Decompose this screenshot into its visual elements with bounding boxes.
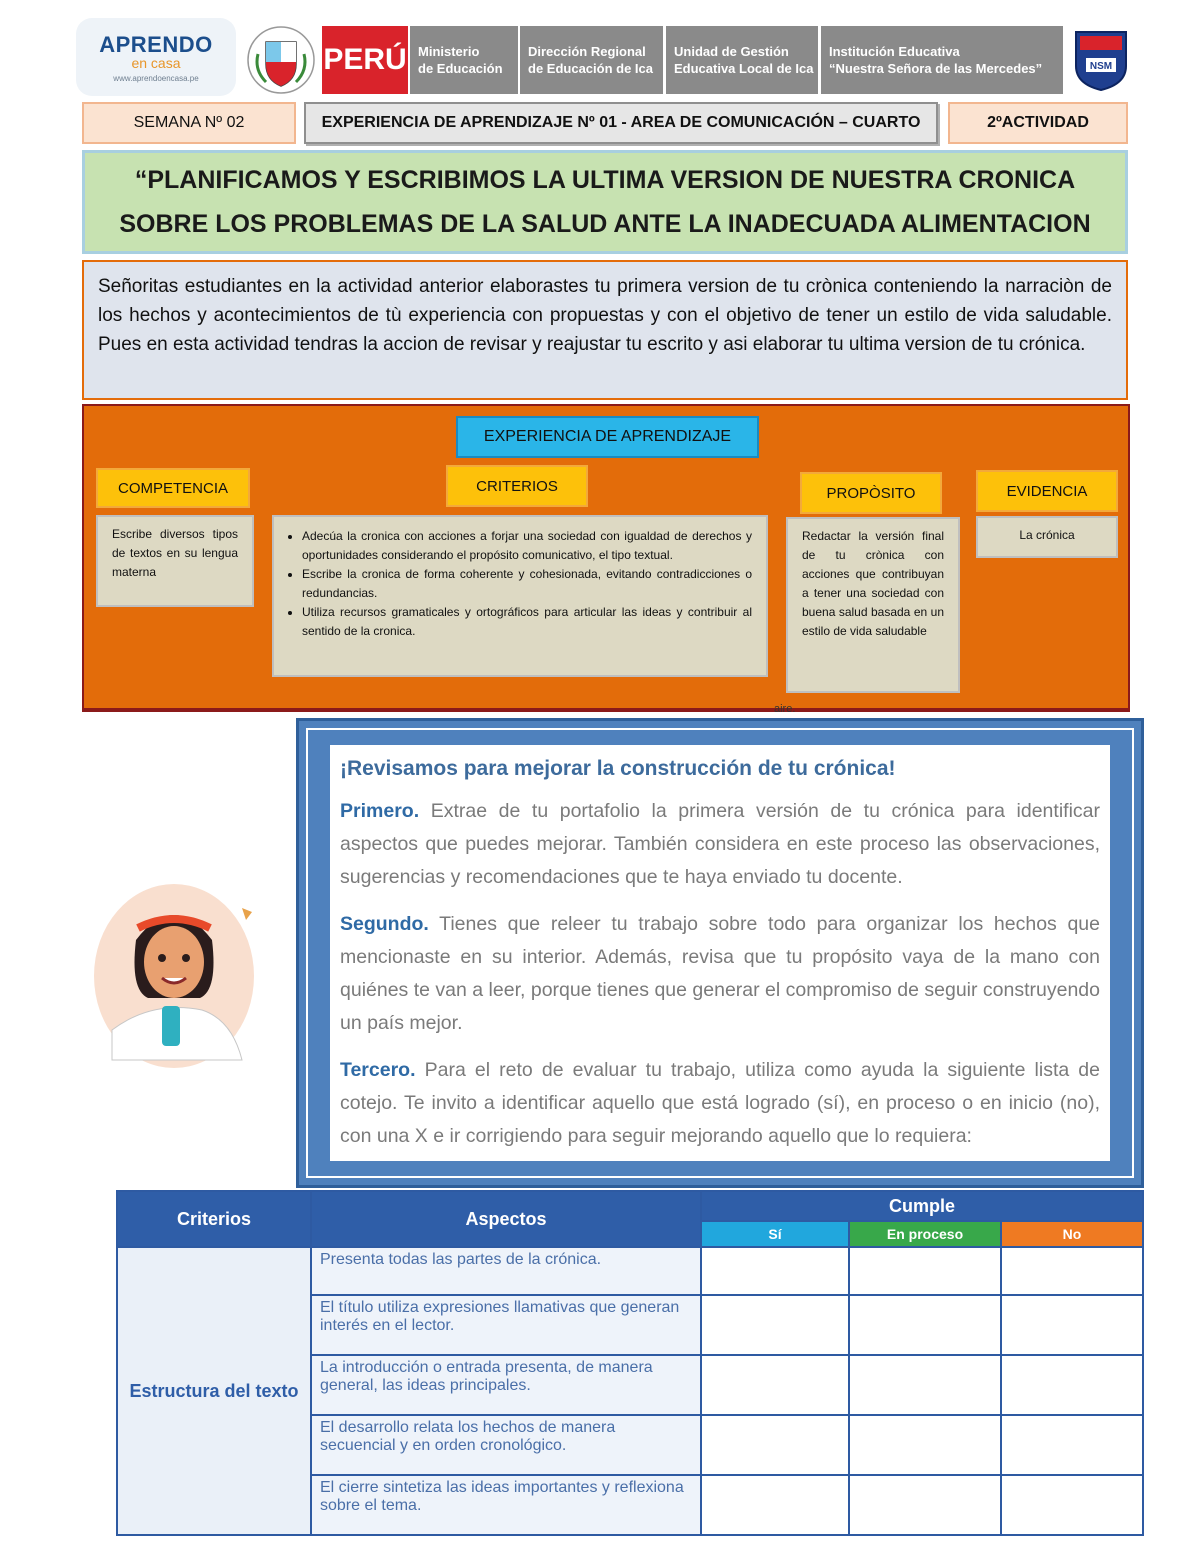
header-si: Sí: [701, 1221, 849, 1247]
experience-tag: EXPERIENCIA DE APRENDIZAJE Nº 01 - AREA DE COMUNICACIÓN – CUARTO: [304, 102, 938, 144]
step-text: Tienes que releer tu trabajo sobre todo para organizar los hechos que mencionaste en su interior. Además, revisa que tu propósito vaya de la mano con quiénes te van a leer, porque tienes que generar el compromiso de seguir construyendo un país mejor.: [340, 913, 1100, 1034]
title-line-1: “PLANIFICAMOS Y ESCRIBIMOS LA ULTIMA VERSION DE NUESTRA CRONICA: [134, 166, 1076, 194]
evidencia-text: La crónica: [976, 516, 1118, 558]
institution-line: Ministerio: [418, 44, 480, 59]
check-cell-en-proceso[interactable]: [849, 1355, 1001, 1415]
criterion-cell: Estructura del texto: [117, 1247, 311, 1535]
institution-line: Educativa Local de Ica: [674, 61, 814, 76]
check-cell-en-proceso[interactable]: [849, 1415, 1001, 1475]
step-text: Extrae de tu portafolio la primera versión de tu crónica para identificar aspectos que puedes mejorar. También considera en este proceso las observaciones, sugerencias y recomendaciones que te haya enviado tu docente.: [340, 800, 1100, 888]
institution-line: Dirección Regional: [528, 44, 646, 59]
institution-direccion-regional: [520, 26, 663, 94]
step-label: Tercero.: [340, 1059, 416, 1081]
aprendo-logo-url: www.aprendoencasa.pe: [113, 73, 199, 83]
header-aspectos: Aspectos: [311, 1191, 701, 1247]
aprendo-logo-subtitle: en casa: [131, 54, 181, 71]
check-cell-si[interactable]: [701, 1415, 849, 1475]
institution-ministerio: [410, 26, 518, 94]
criterio-item: • Adecúa la cronica con acciones a forjar una sociedad con igualdad de derechos y oportunidades considerando el propósito comunicativo, el tipo textual.: [302, 527, 752, 565]
proposito-text: Redactar la versión final de tu crònica con acciones que contribuyan a tener una sociedad con buena salud basada en un estilo de vida saludable: [786, 517, 960, 693]
aspect-cell: La introducción o entrada presenta, de manera general, las ideas principales.: [311, 1355, 701, 1415]
check-cell-si[interactable]: [701, 1295, 849, 1355]
criterio-item: • Escribe la cronica de forma coherente y cohesionada, evitando contradicciones o redundancias.: [302, 565, 752, 603]
peru-coat-of-arms-icon: [244, 24, 318, 96]
stray-text: aire.: [774, 703, 796, 715]
institution-line: Institución Educativa: [829, 44, 960, 59]
check-cell-si[interactable]: [701, 1355, 849, 1415]
institution-line: Unidad de Gestión: [674, 44, 789, 59]
check-cell-no[interactable]: [1001, 1475, 1143, 1535]
header-en-proceso: En proceso: [849, 1221, 1001, 1247]
institution-ugel: [666, 26, 818, 94]
competencia-text: Escribe diversos tipos de textos en su lengua materna: [96, 515, 254, 607]
institution-line: de Educación de Ica: [528, 61, 653, 76]
step-label: Primero.: [340, 800, 420, 822]
revision-step: [340, 1054, 1100, 1153]
girl-illustration: [92, 880, 256, 1072]
revision-step: [340, 795, 1100, 894]
header-cumple: Cumple: [701, 1191, 1143, 1221]
activity-tag: 2ºACTIVIDAD: [948, 102, 1128, 144]
institution-line: de Educación: [418, 61, 503, 76]
checklist-table: [116, 1190, 1144, 1536]
peru-brand-box: PERÚ: [322, 26, 408, 94]
step-label: Segundo.: [340, 913, 429, 935]
revision-card: [330, 745, 1110, 1161]
check-cell-no[interactable]: [1001, 1295, 1143, 1355]
institution-line: “Nuestra Señora de las Mercedes”: [829, 61, 1043, 76]
check-cell-si[interactable]: [701, 1475, 849, 1535]
check-cell-en-proceso[interactable]: [849, 1247, 1001, 1295]
criterios-label: CRITERIOS: [446, 465, 588, 507]
table-row: [117, 1247, 1143, 1295]
school-badge-text: NSM: [1089, 61, 1113, 72]
header-criterios: Criterios: [117, 1191, 311, 1247]
check-cell-no[interactable]: [1001, 1355, 1143, 1415]
revision-title: ¡Revisamos para mejorar la construcción de tu crónica!: [340, 757, 896, 780]
check-cell-si[interactable]: [701, 1247, 849, 1295]
check-cell-en-proceso[interactable]: [849, 1475, 1001, 1535]
activity-title: [82, 150, 1128, 254]
check-cell-no[interactable]: [1001, 1415, 1143, 1475]
title-line-2: SOBRE LOS PROBLEMAS DE LA SALUD ANTE LA INADECUADA ALIMENTACION: [119, 210, 1091, 238]
check-cell-en-proceso[interactable]: [849, 1295, 1001, 1355]
aspect-cell: Presenta todas las partes de la crónica.: [311, 1247, 701, 1295]
week-tag: SEMANA Nº 02: [82, 102, 296, 144]
aspect-cell: El cierre sintetiza las ideas importantes y reflexiona sobre el tema.: [311, 1475, 701, 1535]
step-text: Para el reto de evaluar tu trabajo, utiliza como ayuda la siguiente lista de cotejo. Te invito a identificar aquello que está logrado (sí), en proceso o en inicio (no), con una X e ir corrigiendo para seguir mejorando aquello que lo requiera:: [340, 1059, 1100, 1147]
aspect-cell: El título utiliza expresiones llamativas que generan interés en el lector.: [311, 1295, 701, 1355]
criterio-item: • Utiliza recursos gramaticales y ortográficos para articular las ideas y contribuir al sentido de la cronica.: [302, 603, 752, 641]
school-crest-icon: [1072, 28, 1130, 92]
revision-step: [340, 908, 1100, 1040]
intro-paragraph: Señoritas estudiantes en la actividad anterior elaborastes tu primera version de tu crònica conteniendo la narraciòn de los hechos y acontecimientos de tù experiencia con propuestas y con el objetivo de tener un estilo de vida saludable. Pues en esta actividad tendras la accion de revisar y reajustar tu escrito y asi elaborar tu ultima version de tu crónica.: [82, 260, 1128, 400]
aspect-cell: El desarrollo relata los hechos de manera secuencial y en orden cronológico.: [311, 1415, 701, 1475]
experience-heading: EXPERIENCIA DE APRENDIZAJE: [456, 416, 759, 458]
check-cell-no[interactable]: [1001, 1247, 1143, 1295]
criterios-box: [272, 515, 768, 677]
aprendo-en-casa-logo: [76, 18, 236, 96]
evidencia-label: EVIDENCIA: [976, 470, 1118, 512]
header-no: No: [1001, 1221, 1143, 1247]
competencia-label: COMPETENCIA: [96, 468, 250, 508]
proposito-label: PROPÒSITO: [800, 472, 942, 514]
aprendo-logo-title: APRENDO: [99, 31, 213, 57]
institution-school: [821, 26, 1063, 94]
